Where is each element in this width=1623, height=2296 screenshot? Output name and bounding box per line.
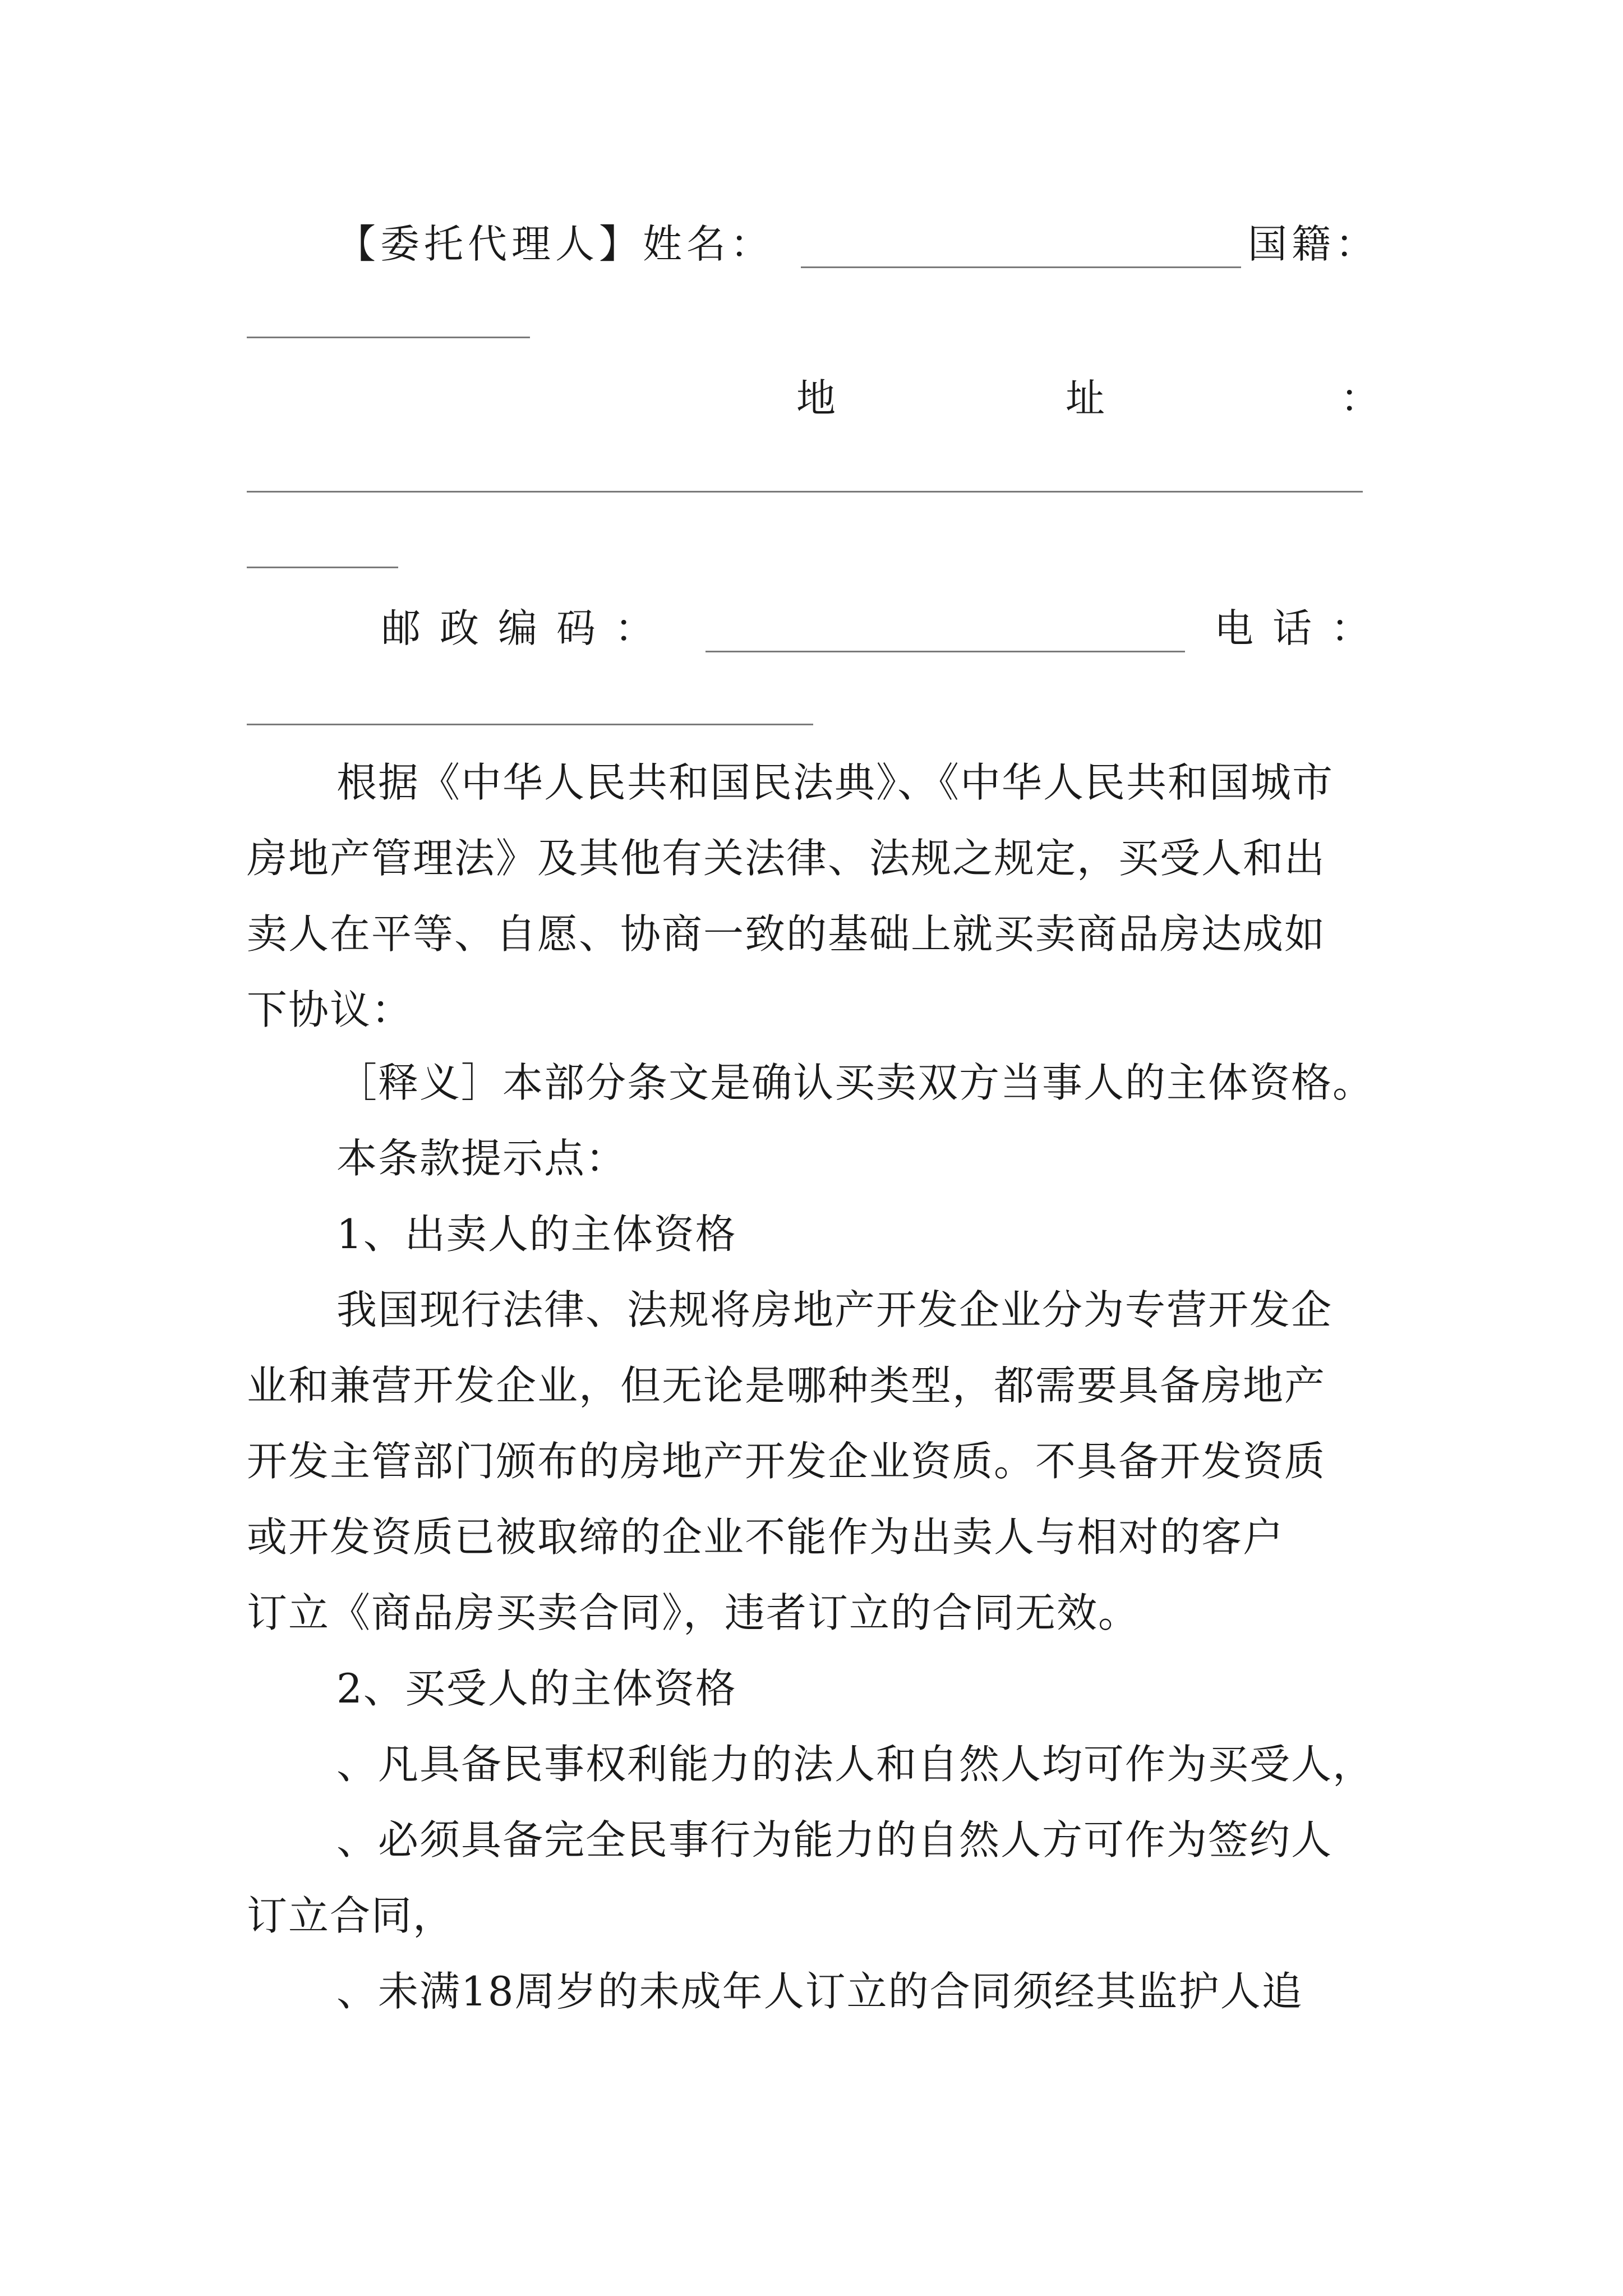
nationality-label: 国籍： [1248, 221, 1379, 267]
body-line: 订立合同， [247, 1892, 455, 1939]
body-line: 开发主管部门颁布的房地产开发企业资质。不具备开发资质 [247, 1438, 1326, 1485]
postcode-phone-row [0, 600, 1623, 668]
body-line: 1、出卖人的主体资格 [336, 1211, 737, 1258]
body-line: 、必须具备完全民事行为能力的自然人方可作为签约人 [336, 1816, 1333, 1864]
body-line: 业和兼营开发企业，但无论是哪种类型，都需要具备房地产 [247, 1362, 1326, 1409]
body-line: 、未满18周岁的未成年人订立的合同须经其监护人追 [336, 1968, 1303, 2015]
body-line: 房地产管理法》及其他有关法律、法规之规定，买受人和出 [247, 835, 1326, 882]
body-line: 根据《中华人民共和国民法典》、《中华人民共和国城市 [336, 759, 1334, 806]
agent-name-label: 【委托代理人】姓名： [336, 221, 774, 267]
address-label-colon: ： [1340, 375, 1380, 421]
postcode-blank [706, 651, 1185, 652]
body-line: 订立《商品房买卖合同》，违者订立的合同无效。 [247, 1589, 1140, 1636]
body-line: 下协议： [247, 986, 413, 1033]
body-line: 卖人在平等、自愿、协商一致的基础上就买卖商品房达成如 [247, 910, 1326, 958]
agent-name-row [0, 216, 1623, 283]
address-label-char1: 地 [796, 375, 836, 421]
phone-label: 电话： [1214, 605, 1389, 651]
postcode-label: 邮政编码： [381, 605, 673, 651]
address-label-char2: 址 [1066, 375, 1105, 421]
nationality-blank [247, 337, 530, 338]
agent-name-blank [801, 266, 1241, 268]
address-blank-line-2 [247, 567, 398, 568]
body-line: 本条款提示点： [336, 1135, 628, 1182]
phone-blank [247, 724, 813, 725]
address-row [0, 370, 1623, 438]
body-line: ［释义］本部分条文是确认买卖双方当事人的主体资格。 [336, 1059, 1375, 1106]
address-blank-line-1 [247, 491, 1363, 493]
body-line: 、凡具备民事权利能力的法人和自然人均可作为买受人， [336, 1741, 1375, 1788]
body-line: 我国现行法律、法规将房地产开发企业分为专营开发企 [336, 1286, 1333, 1333]
body-line: 或开发资质已被取缔的企业不能作为出卖人与相对的客户 [247, 1513, 1285, 1561]
body-line: 2、买受人的主体资格 [336, 1665, 737, 1712]
